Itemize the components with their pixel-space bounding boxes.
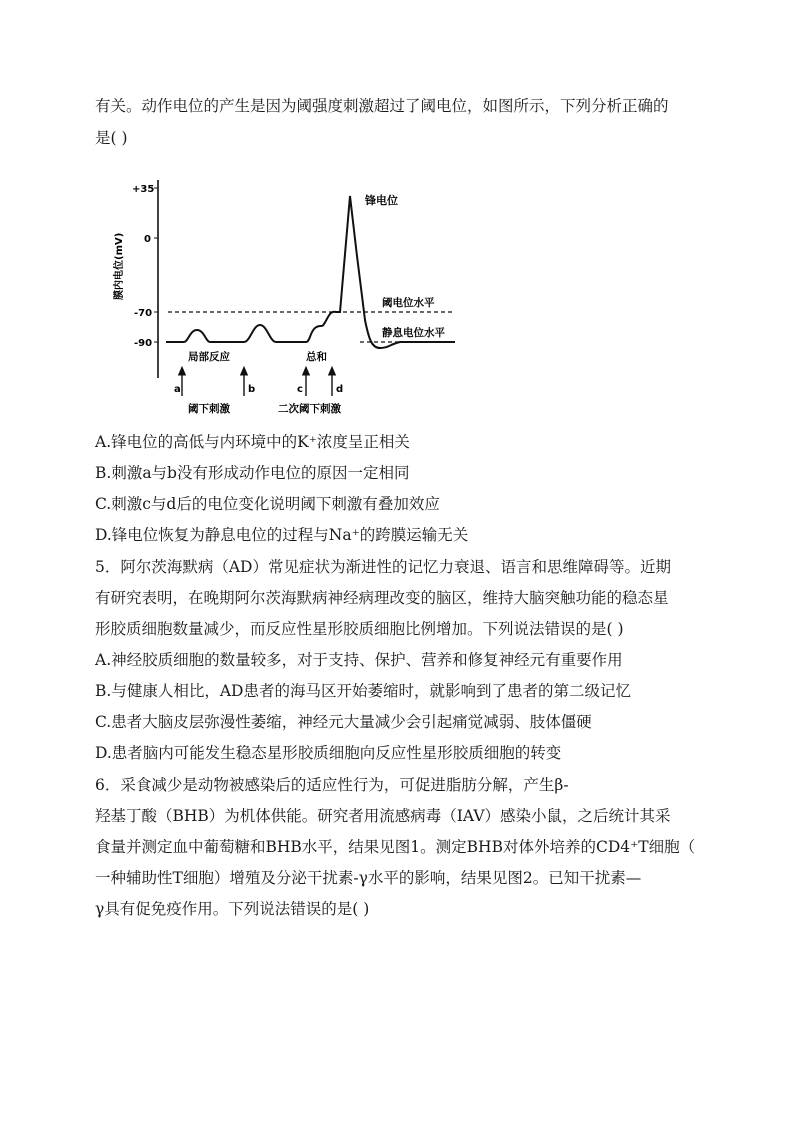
q6-stem-line-5: γ具有促免疫作用。下列说法错误的是( ) bbox=[95, 900, 370, 918]
q5-option-b: B.与健康人相比，AD患者的海马区开始萎缩时，就影响到了患者的第二级记忆 bbox=[95, 682, 631, 700]
tick-minus90: -90 bbox=[134, 338, 153, 349]
q6-stem-line-3: 食量并测定血中葡萄糖和BHB水平，结果见图1。测定BHB对体外培养的CD4⁺T细胞（ bbox=[95, 838, 696, 856]
q5-stem-line-1: 5．阿尔茨海默病（AD）常见症状为渐进性的记忆力衰退、语言和思维障碍等。近期 bbox=[95, 558, 671, 576]
tick-0: 0 bbox=[144, 234, 151, 245]
arrow-a-label: a bbox=[174, 384, 181, 395]
q4-option-a: A.锋电位的高低与内环境中的K⁺浓度呈正相关 bbox=[95, 433, 410, 451]
q5-stem-line-3: 形胶质细胞数量减少，而反应性星形胶质细胞比例增加。下列说法错误的是( ) bbox=[95, 620, 624, 638]
q6-stem-line-4: 一种辅助性T细胞）增殖及分泌干扰素-γ水平的影响，结果见图2。已知干扰素— bbox=[95, 869, 642, 887]
arrow-d-label: d bbox=[336, 384, 344, 395]
q5-option-d: D.患者脑内可能发生稳态星形胶质细胞向反应性星形胶质细胞的转变 bbox=[95, 744, 562, 762]
arrow-b-label: b bbox=[248, 384, 256, 395]
question-4-stem-line-1: 有关。动作电位的产生是因为阈强度刺激超过了阈电位，如图所示，下列分析正确的 bbox=[95, 97, 669, 115]
action-potential-figure bbox=[110, 160, 470, 422]
double-subthreshold-label: 二次阈下刺激 bbox=[278, 403, 341, 415]
q5-option-c: C.患者大脑皮层弥漫性萎缩，神经元大量减少会引起痛觉减弱、肢体僵硬 bbox=[95, 713, 592, 731]
arrow-c-label: c bbox=[297, 384, 303, 395]
question-4-stem-line-2: 是( ) bbox=[95, 129, 128, 147]
tick-minus70: -70 bbox=[134, 308, 153, 319]
q5-option-a: A.神经胶质细胞的数量较多，对于支持、保护、营养和修复神经元有重要作用 bbox=[95, 651, 623, 669]
summation-label: 总和 bbox=[306, 351, 327, 363]
tick-plus35: +35 bbox=[132, 184, 155, 195]
local-response-label: 局部反应 bbox=[188, 351, 230, 363]
q4-option-b: B.刺激a与b没有形成动作电位的原因一定相同 bbox=[95, 464, 410, 482]
y-axis-label: 膜内电位(mV) bbox=[114, 232, 125, 300]
potential-trace bbox=[166, 196, 455, 348]
peak-label: 锋电位 bbox=[365, 194, 398, 207]
q5-stem-line-2: 有研究表明，在晚期阿尔茨海默病神经病理改变的脑区，维持大脑突触功能的稳态星 bbox=[95, 589, 669, 607]
q4-option-d: D.锋电位恢复为静息电位的过程与Na⁺的跨膜运输无关 bbox=[95, 526, 469, 544]
resting-label: 静息电位水平 bbox=[382, 327, 445, 339]
threshold-label: 阈电位水平 bbox=[382, 297, 435, 309]
q6-stem-line-2: 羟基丁酸（BHB）为机体供能。研究者用流感病毒（IAV）感染小鼠，之后统计其采 bbox=[95, 807, 671, 825]
q4-option-c: C.刺激c与d后的电位变化说明阈下刺激有叠加效应 bbox=[95, 495, 440, 513]
subthreshold-label: 阈下刺激 bbox=[188, 403, 230, 415]
q6-stem-line-1: 6．采食减少是动物被感染后的适应性行为，可促进脂肪分解，产生β- bbox=[95, 776, 569, 794]
